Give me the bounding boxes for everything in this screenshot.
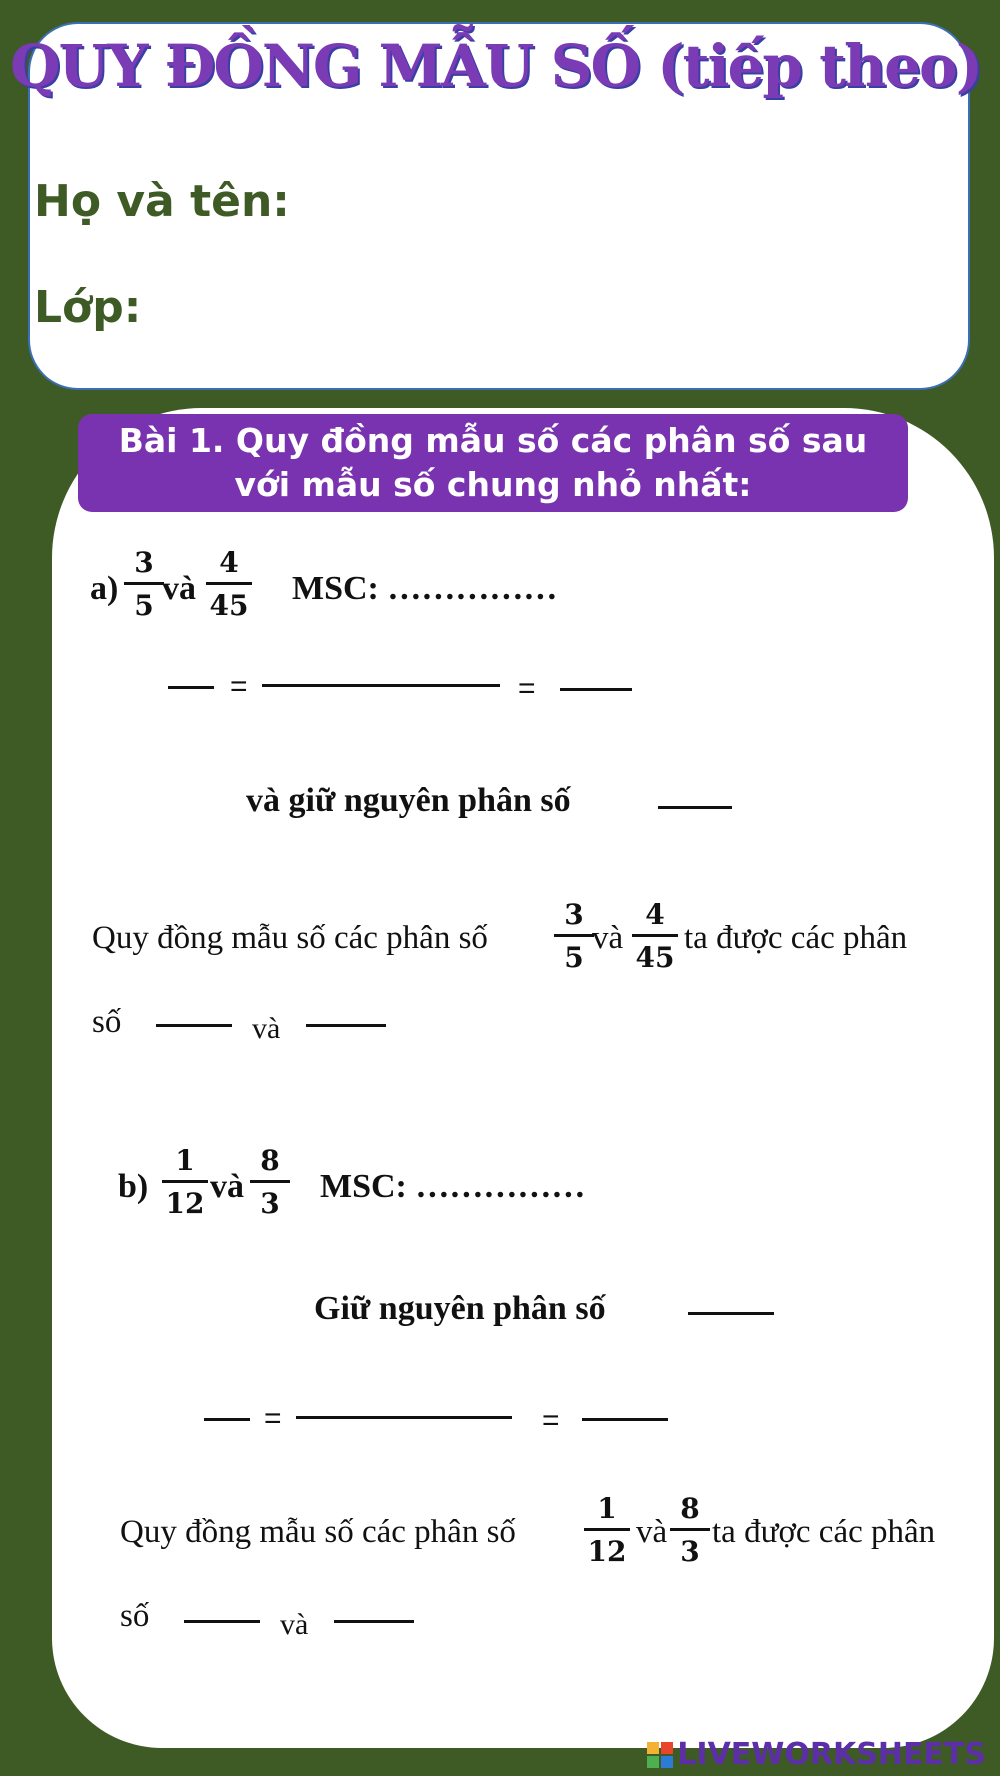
denominator: 3	[260, 1187, 280, 1220]
part-a-summary-fraction-1	[554, 898, 594, 975]
numerator: 4	[645, 898, 665, 931]
answer-blank[interactable]	[306, 1024, 386, 1027]
fraction-bar	[632, 934, 678, 937]
part-b-label: b)	[118, 1168, 149, 1205]
part-a-keep-text: và giữ nguyên phân số	[246, 782, 571, 819]
watermark-text: LIVEWORKSHEETS	[677, 1737, 986, 1772]
numerator: 4	[219, 546, 239, 579]
numerator: 1	[597, 1492, 617, 1525]
part-b-fraction-1	[162, 1144, 208, 1221]
fraction-bar	[124, 582, 164, 585]
liveworksheets-watermark	[647, 1737, 986, 1772]
fraction-bar	[250, 1180, 290, 1183]
part-b-keep-text: Giữ nguyên phân số	[314, 1290, 606, 1327]
denominator: 5	[564, 941, 584, 974]
denominator: 12	[587, 1535, 627, 1568]
part-a-fraction-2	[206, 546, 252, 623]
part-b-fraction-2	[250, 1144, 290, 1221]
denominator: 3	[680, 1535, 700, 1568]
part-a-summary-prefix: Quy đồng mẫu số các phân số	[92, 920, 488, 956]
part-a-so: số	[92, 1004, 122, 1040]
name-label: Họ và tên:	[34, 176, 290, 227]
equals-sign: =	[542, 1404, 560, 1437]
fraction-bar	[670, 1528, 710, 1531]
equals-sign: =	[264, 1402, 282, 1435]
fraction-bar	[584, 1528, 630, 1531]
exercise-banner	[78, 414, 908, 512]
answer-blank[interactable]	[688, 1312, 774, 1315]
part-b-va: và	[280, 1608, 309, 1641]
fraction-bar	[162, 1180, 208, 1183]
answer-blank[interactable]	[184, 1620, 260, 1623]
part-a-summary-and: và	[592, 920, 624, 956]
denominator: 12	[165, 1187, 205, 1220]
denominator: 45	[635, 941, 675, 974]
numerator: 3	[564, 898, 584, 931]
fraction-bar	[206, 582, 252, 585]
part-a-connector: và	[162, 570, 196, 607]
part-b-summary-prefix: Quy đồng mẫu số các phân số	[120, 1514, 516, 1550]
banner-line-2: với mẫu số chung nhỏ nhất:	[234, 465, 752, 504]
part-a-summary-fraction-2	[632, 898, 678, 975]
answer-blank[interactable]	[156, 1024, 232, 1027]
answer-blank[interactable]	[560, 688, 632, 691]
answer-blank[interactable]	[296, 1416, 512, 1419]
numerator: 3	[134, 546, 154, 579]
numerator: 8	[260, 1144, 280, 1177]
part-b-so: số	[120, 1598, 150, 1634]
answer-blank[interactable]	[168, 686, 214, 689]
numerator: 8	[680, 1492, 700, 1525]
part-a-va: và	[252, 1012, 281, 1045]
page-title: QUY ĐỒNG MẪU SỐ (tiếp theo)	[10, 32, 982, 100]
answer-blank[interactable]	[204, 1418, 250, 1421]
fraction-bar	[554, 934, 594, 937]
part-b-summary-fraction-1	[584, 1492, 630, 1569]
class-label: Lớp:	[34, 282, 142, 333]
part-a-summary-suffix: ta được các phân	[684, 920, 908, 956]
part-b-connector: và	[210, 1168, 244, 1205]
part-a-fraction-1	[124, 546, 164, 623]
equals-sign: =	[518, 672, 536, 705]
answer-blank[interactable]	[582, 1418, 668, 1421]
answer-blank[interactable]	[334, 1620, 414, 1623]
banner-line-1: Bài 1. Quy đồng mẫu số các phân số sau	[118, 421, 868, 460]
part-b-summary-fraction-2	[670, 1492, 710, 1569]
part-b-msc[interactable]: MSC: ……………	[320, 1168, 586, 1205]
part-a-label: a)	[90, 570, 119, 607]
answer-blank[interactable]	[658, 806, 732, 809]
liveworksheets-logo-icon	[647, 1742, 673, 1768]
part-b-summary-suffix: ta được các phân	[712, 1514, 936, 1550]
equals-sign: =	[230, 670, 248, 703]
part-a-msc[interactable]: MSC: ……………	[292, 570, 558, 607]
answer-blank[interactable]	[262, 684, 500, 687]
numerator: 1	[175, 1144, 195, 1177]
denominator: 45	[209, 589, 249, 622]
denominator: 5	[134, 589, 154, 622]
part-b-summary-and: và	[636, 1514, 668, 1550]
